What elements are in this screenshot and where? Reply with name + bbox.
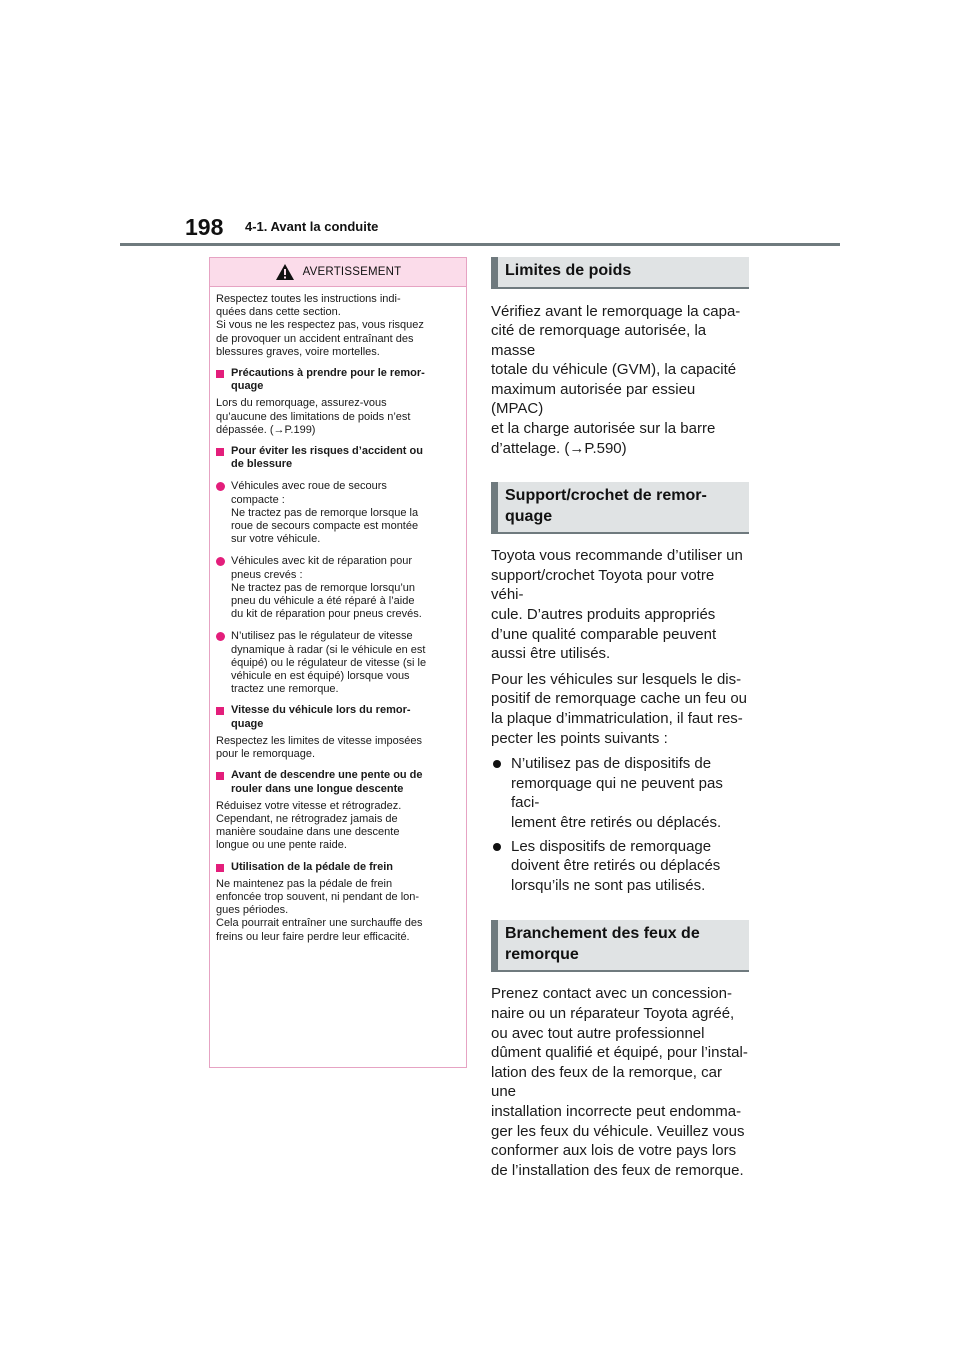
warning-section-text: Lors du remorquage, assurez-vous qu’aucune des limitations de poids n’est dépassée. (→P.199)	[216, 397, 411, 436]
right-column	[491, 257, 749, 1180]
round-bullet-icon	[493, 760, 501, 768]
list-item: Véhicules avec kit de réparation pour pneus crevés : Ne tractez pas de remorque lorsqu’un pneu du véhicule a été réparé à l’aide du kit de réparation pour pneus crevés.	[216, 555, 458, 621]
warning-triangle-icon	[275, 263, 295, 281]
warning-section-title: Vitesse du véhicule lors du remor- quage	[231, 704, 411, 730]
heading-weight-limits: Limites de poids	[491, 257, 749, 289]
paragraph: Prenez contact avec un concession- naire ou un réparateur Toyota agréé, ou avec tout autre professionnel dûment qualifié et équipé, pour l’instal- lation des feux de la remorque, car une installation incorrecte peut endomma- ger les feux du véhicule. Veuillez vous conformer aux lois de votre pays lors de l’installation des feux de remorque.	[491, 985, 748, 1179]
list-item: N’utilisez pas de dispositifs de remorquage qui ne peuvent pas faci- lement être retirés ou déplacés.	[491, 754, 749, 832]
warning-section-text: Réduisez votre vitesse et rétrogradez. Cependant, ne rétrogradez jamais de manière soudaine dans une descente longue ou une pente raide.	[216, 799, 402, 852]
warning-section-title: Pour éviter les risques d’accident ou de blessure	[231, 445, 423, 471]
square-bullet-icon	[216, 448, 224, 456]
paragraph: Toyota vous recommande d’utiliser un support/crochet Toyota pour votre véhi- cule. D’autres produits appropriés d’une qualité comparable peuvent aussi être utilisés.	[491, 547, 743, 663]
square-bullet-icon	[216, 707, 224, 715]
list-item: Les dispositifs de remorquage doivent être retirés ou déplacés lorsqu’ils ne sont pas utilisés.	[491, 837, 749, 896]
warning-title: AVERTISSEMENT	[302, 266, 402, 278]
list-item: N’utilisez pas le régulateur de vitesse dynamique à radar (si le véhicule en est équipé) ou le régulateur de vitesse (si le véhicule en est équipé) lorsque vous tractez une remorque.	[216, 630, 458, 696]
warning-section-title: Avant de descendre une pente ou de rouler dans une longue descente	[231, 769, 423, 795]
text-line: de provoquer un accident entraînant des	[216, 332, 414, 345]
warning-section-avoid-accidents	[216, 445, 458, 696]
round-bullet-icon	[493, 843, 501, 851]
square-bullet-icon	[216, 864, 224, 872]
warning-box	[209, 257, 467, 1068]
list-item: Véhicules avec roue de secours compacte : Ne tractez pas de remorque lorsque la roue de secours compacte est montée sur votre véhicule.	[216, 480, 458, 546]
warning-section-towing-precautions	[216, 367, 458, 437]
square-bullet-icon	[216, 370, 224, 378]
heading-trailer-lights: Branchement des feux de remorque	[491, 920, 749, 972]
warning-section-brake-pedal	[216, 861, 458, 944]
round-bullet-icon	[216, 632, 225, 641]
text-line: blessures graves, voire mortelles.	[216, 345, 380, 358]
square-bullet-icon	[216, 772, 224, 780]
section-title: 4-1. Avant la conduite	[245, 219, 379, 234]
text-line: Si vous ne les respectez pas, vous risquez	[216, 319, 424, 332]
warning-section-downhill	[216, 769, 458, 852]
round-bullet-icon	[216, 482, 225, 491]
warning-section-text: Ne maintenez pas la pédale de frein enfoncée trop souvent, ni pendant de lon- gues périodes. Cela pourrait entraîner une surchauffe des freins ou leur faire perdre leur efficacité.	[216, 877, 423, 943]
warning-section-towing-speed	[216, 704, 458, 761]
warning-body	[210, 287, 466, 944]
header-rule	[120, 243, 840, 246]
paragraph: Pour les véhicules sur lesquels le dis- positif de remorquage cache un feu ou la plaque d’immatriculation, il faut res- pecter les points suivants :	[491, 670, 748, 747]
text-line: Respectez toutes les instructions indi-	[216, 293, 401, 305]
warning-section-title: Précautions à prendre pour le remor- quage	[231, 367, 425, 393]
round-bullet-icon	[216, 557, 225, 566]
warning-section-text: Respectez les limites de vitesse imposées pour le remorquage.	[216, 734, 423, 761]
paragraph: Vérifiez avant le remorquage la capa- cité de remorquage autorisée, la masse totale du véhicule (GVM), la capacité maximum autorisée par essieu (MPAC) et la charge autorisée sur la barre d’attelage. (→P.590)	[491, 302, 741, 457]
warning-header	[210, 258, 466, 287]
heading-hitch: Support/crochet de remor- quage	[491, 482, 749, 534]
page-number: 198	[185, 214, 224, 240]
text-line: quées dans cette section.	[216, 306, 341, 319]
warning-section-title: Utilisation de la pédale de frein	[231, 860, 393, 873]
warning-intro	[216, 293, 458, 359]
